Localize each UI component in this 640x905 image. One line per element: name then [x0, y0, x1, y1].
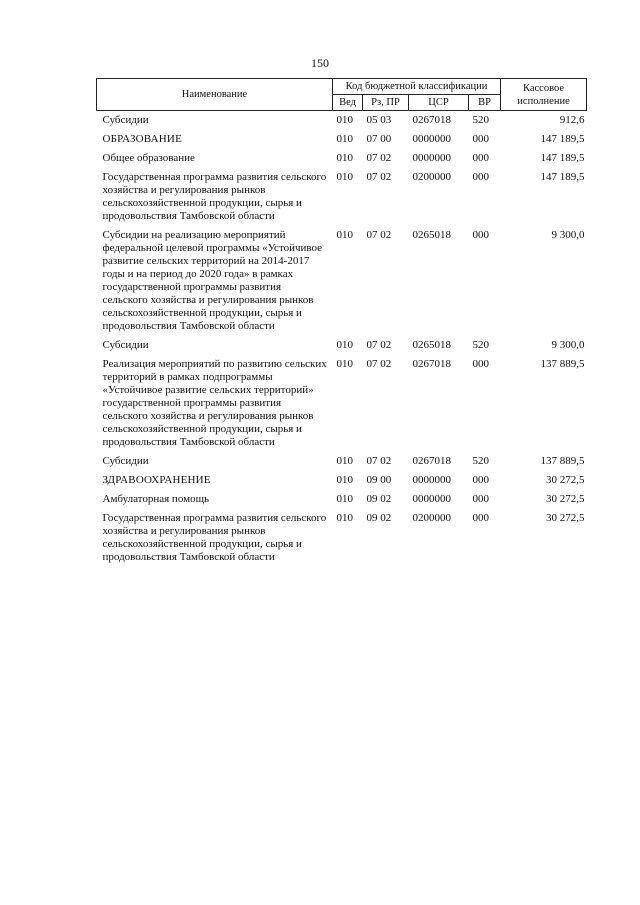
row-name: Субсидии: [102, 339, 149, 351]
header-vr: ВР: [469, 95, 501, 111]
row-csr: 0267018: [412, 114, 451, 126]
row-ved: 010: [336, 133, 353, 145]
table-header: [97, 79, 587, 111]
row-csr: 0000000: [412, 474, 451, 486]
table-row: [97, 490, 587, 509]
table-row: [97, 471, 587, 490]
header-name: Наименование: [97, 79, 333, 111]
row-ved: 010: [336, 114, 353, 126]
row-csr: 0000000: [412, 152, 451, 164]
page-number: 150: [311, 56, 329, 70]
row-name: ОБРАЗОВАНИЕ: [102, 133, 182, 145]
table-row: [97, 111, 587, 131]
row-ved: 010: [336, 455, 353, 467]
row-vr: 000: [472, 358, 489, 370]
row-csr: 0265018: [412, 339, 451, 351]
row-sum: 30 272,5: [546, 493, 585, 505]
row-rz-pr: 07 02: [366, 358, 392, 370]
row-vr: 000: [472, 474, 489, 486]
row-rz-pr: 09 02: [366, 512, 392, 524]
row-csr: 0265018: [412, 229, 451, 241]
row-vr: 000: [472, 133, 489, 145]
row-vr: 520: [472, 114, 489, 126]
row-vr: 520: [472, 339, 489, 351]
row-rz-pr: 09 02: [366, 493, 392, 505]
table-row: [97, 168, 587, 226]
row-sum: 30 272,5: [546, 474, 585, 486]
row-name: Государственная программа развития сельского хозяйства и регулирования рынков сельскохозяйственной продукции, сырья и продовольствия Тамбовской области: [102, 171, 327, 222]
row-ved: 010: [336, 339, 353, 351]
row-name: Реализация мероприятий по развитию сельских территорий в рамках подпрограммы «Устойчивое развитие сельских территорий» государственной программы развития сельского хозяйства и регулирования рынков сельскохозяйственной продукции, сырья и продовольствия Тамбовской области: [102, 358, 327, 448]
table-row: [97, 355, 587, 452]
row-csr: 0000000: [412, 493, 451, 505]
row-vr: 000: [472, 152, 489, 164]
row-rz-pr: 07 00: [366, 133, 392, 145]
row-name: ЗДРАВООХРАНЕНИЕ: [102, 474, 211, 486]
row-name: Субсидии: [102, 114, 149, 126]
table-row: [97, 149, 587, 168]
header-sum: [501, 79, 587, 111]
row-sum: 147 189,5: [540, 133, 585, 145]
row-ved: 010: [336, 474, 353, 486]
row-name: Субсидии: [102, 455, 149, 467]
row-ved: 010: [336, 512, 353, 524]
row-name: Субсидии на реализацию мероприятий федеральной целевой программы «Устойчивое развитие сельских территорий на 2014-2017 годы и на период до 2020 года» в рамках государственной программы развития сельского хозяйства и регулирования рынков сельскохозяйственной продукции, сырья и продовольствия Тамбовской области: [102, 229, 323, 332]
row-ved: 010: [336, 229, 353, 241]
row-ved: 010: [336, 358, 353, 370]
table-body: [97, 111, 587, 568]
row-csr: 0200000: [412, 171, 451, 183]
row-ved: 010: [336, 493, 353, 505]
row-csr: 0267018: [412, 358, 451, 370]
row-rz-pr: 07 02: [366, 171, 392, 183]
row-vr: 520: [472, 455, 489, 467]
header-csr: ЦСР: [409, 95, 469, 111]
row-sum: 147 189,5: [540, 171, 585, 183]
row-csr: 0267018: [412, 455, 451, 467]
header-ved: Вед: [333, 95, 363, 111]
row-ved: 010: [336, 171, 353, 183]
budget-table: [96, 78, 587, 567]
row-rz-pr: 07 02: [366, 229, 392, 241]
row-rz-pr: 07 02: [366, 455, 392, 467]
row-ved: 010: [336, 152, 353, 164]
row-name: Государственная программа развития сельского хозяйства и регулирования рынков сельскохозяйственной продукции, сырья и продовольствия Тамбовской области: [102, 512, 327, 563]
row-rz-pr: 09 00: [366, 474, 392, 486]
row-sum: 9 300,0: [551, 339, 585, 351]
row-vr: 000: [472, 171, 489, 183]
row-sum: 9 300,0: [551, 229, 585, 241]
table-row: [97, 226, 587, 336]
row-sum: 912,6: [559, 114, 585, 126]
row-vr: 000: [472, 229, 489, 241]
table-row: [97, 509, 587, 567]
header-sum-line2: исполнение: [517, 95, 570, 107]
row-rz-pr: 07 02: [366, 339, 392, 351]
header-sum-line1: Кассовое: [523, 82, 565, 94]
row-sum: 30 272,5: [546, 512, 585, 524]
table-row: [97, 130, 587, 149]
row-sum: 147 189,5: [540, 152, 585, 164]
row-name: Амбулаторная помощь: [102, 493, 210, 505]
table-row: [97, 452, 587, 471]
row-sum: 137 889,5: [540, 358, 585, 370]
table-row: [97, 336, 587, 355]
row-csr: 0200000: [412, 512, 451, 524]
row-name: Общее образование: [102, 152, 195, 164]
row-sum: 137 889,5: [540, 455, 585, 467]
header-rz-pr: Рз, ПР: [363, 95, 409, 111]
row-csr: 0000000: [412, 133, 451, 145]
row-rz-pr: 05 03: [366, 114, 392, 126]
header-code-group: Код бюджетной классификации: [333, 79, 501, 95]
row-vr: 000: [472, 493, 489, 505]
row-rz-pr: 07 02: [366, 152, 392, 164]
row-vr: 000: [472, 512, 489, 524]
